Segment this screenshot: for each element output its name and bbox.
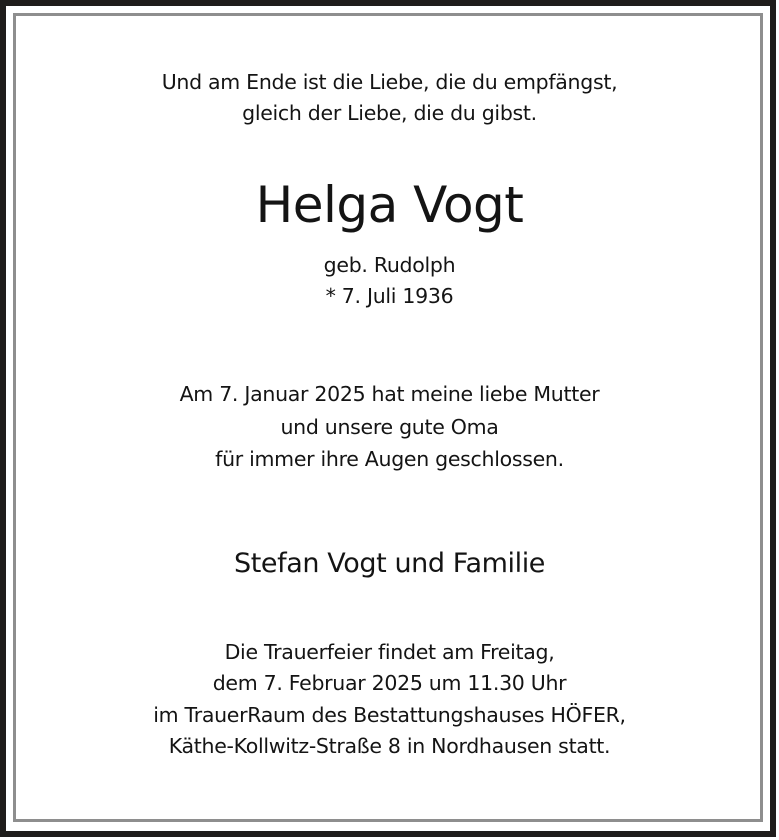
service-line-3: im TrauerRaum des Bestattungshauses HÖFER, bbox=[153, 703, 626, 727]
deceased-name: Helga Vogt bbox=[255, 176, 524, 234]
motto-line-2: gleich der Liebe, die du gibst. bbox=[242, 101, 537, 125]
announcement-line-1: Am 7. Januar 2025 hat meine liebe Mutter bbox=[179, 382, 600, 406]
announcement-line-2: und unsere gute Oma bbox=[280, 415, 499, 439]
service-line-2: dem 7. Februar 2025 um 11.30 Uhr bbox=[212, 671, 567, 695]
motto-line-1: Und am Ende ist die Liebe, die du empfängst, bbox=[161, 70, 618, 94]
announcement-line-3: für immer ihre Augen geschlossen. bbox=[215, 447, 564, 471]
service-line-1: Die Trauerfeier findet am Freitag, bbox=[224, 640, 555, 664]
maiden-name: geb. Rudolph bbox=[323, 253, 456, 277]
service-line-4: Käthe-Kollwitz-Straße 8 in Nordhausen statt. bbox=[168, 734, 611, 758]
birth-date: * 7. Juli 1936 bbox=[325, 284, 454, 308]
mourners-signature: Stefan Vogt und Familie bbox=[233, 548, 546, 579]
